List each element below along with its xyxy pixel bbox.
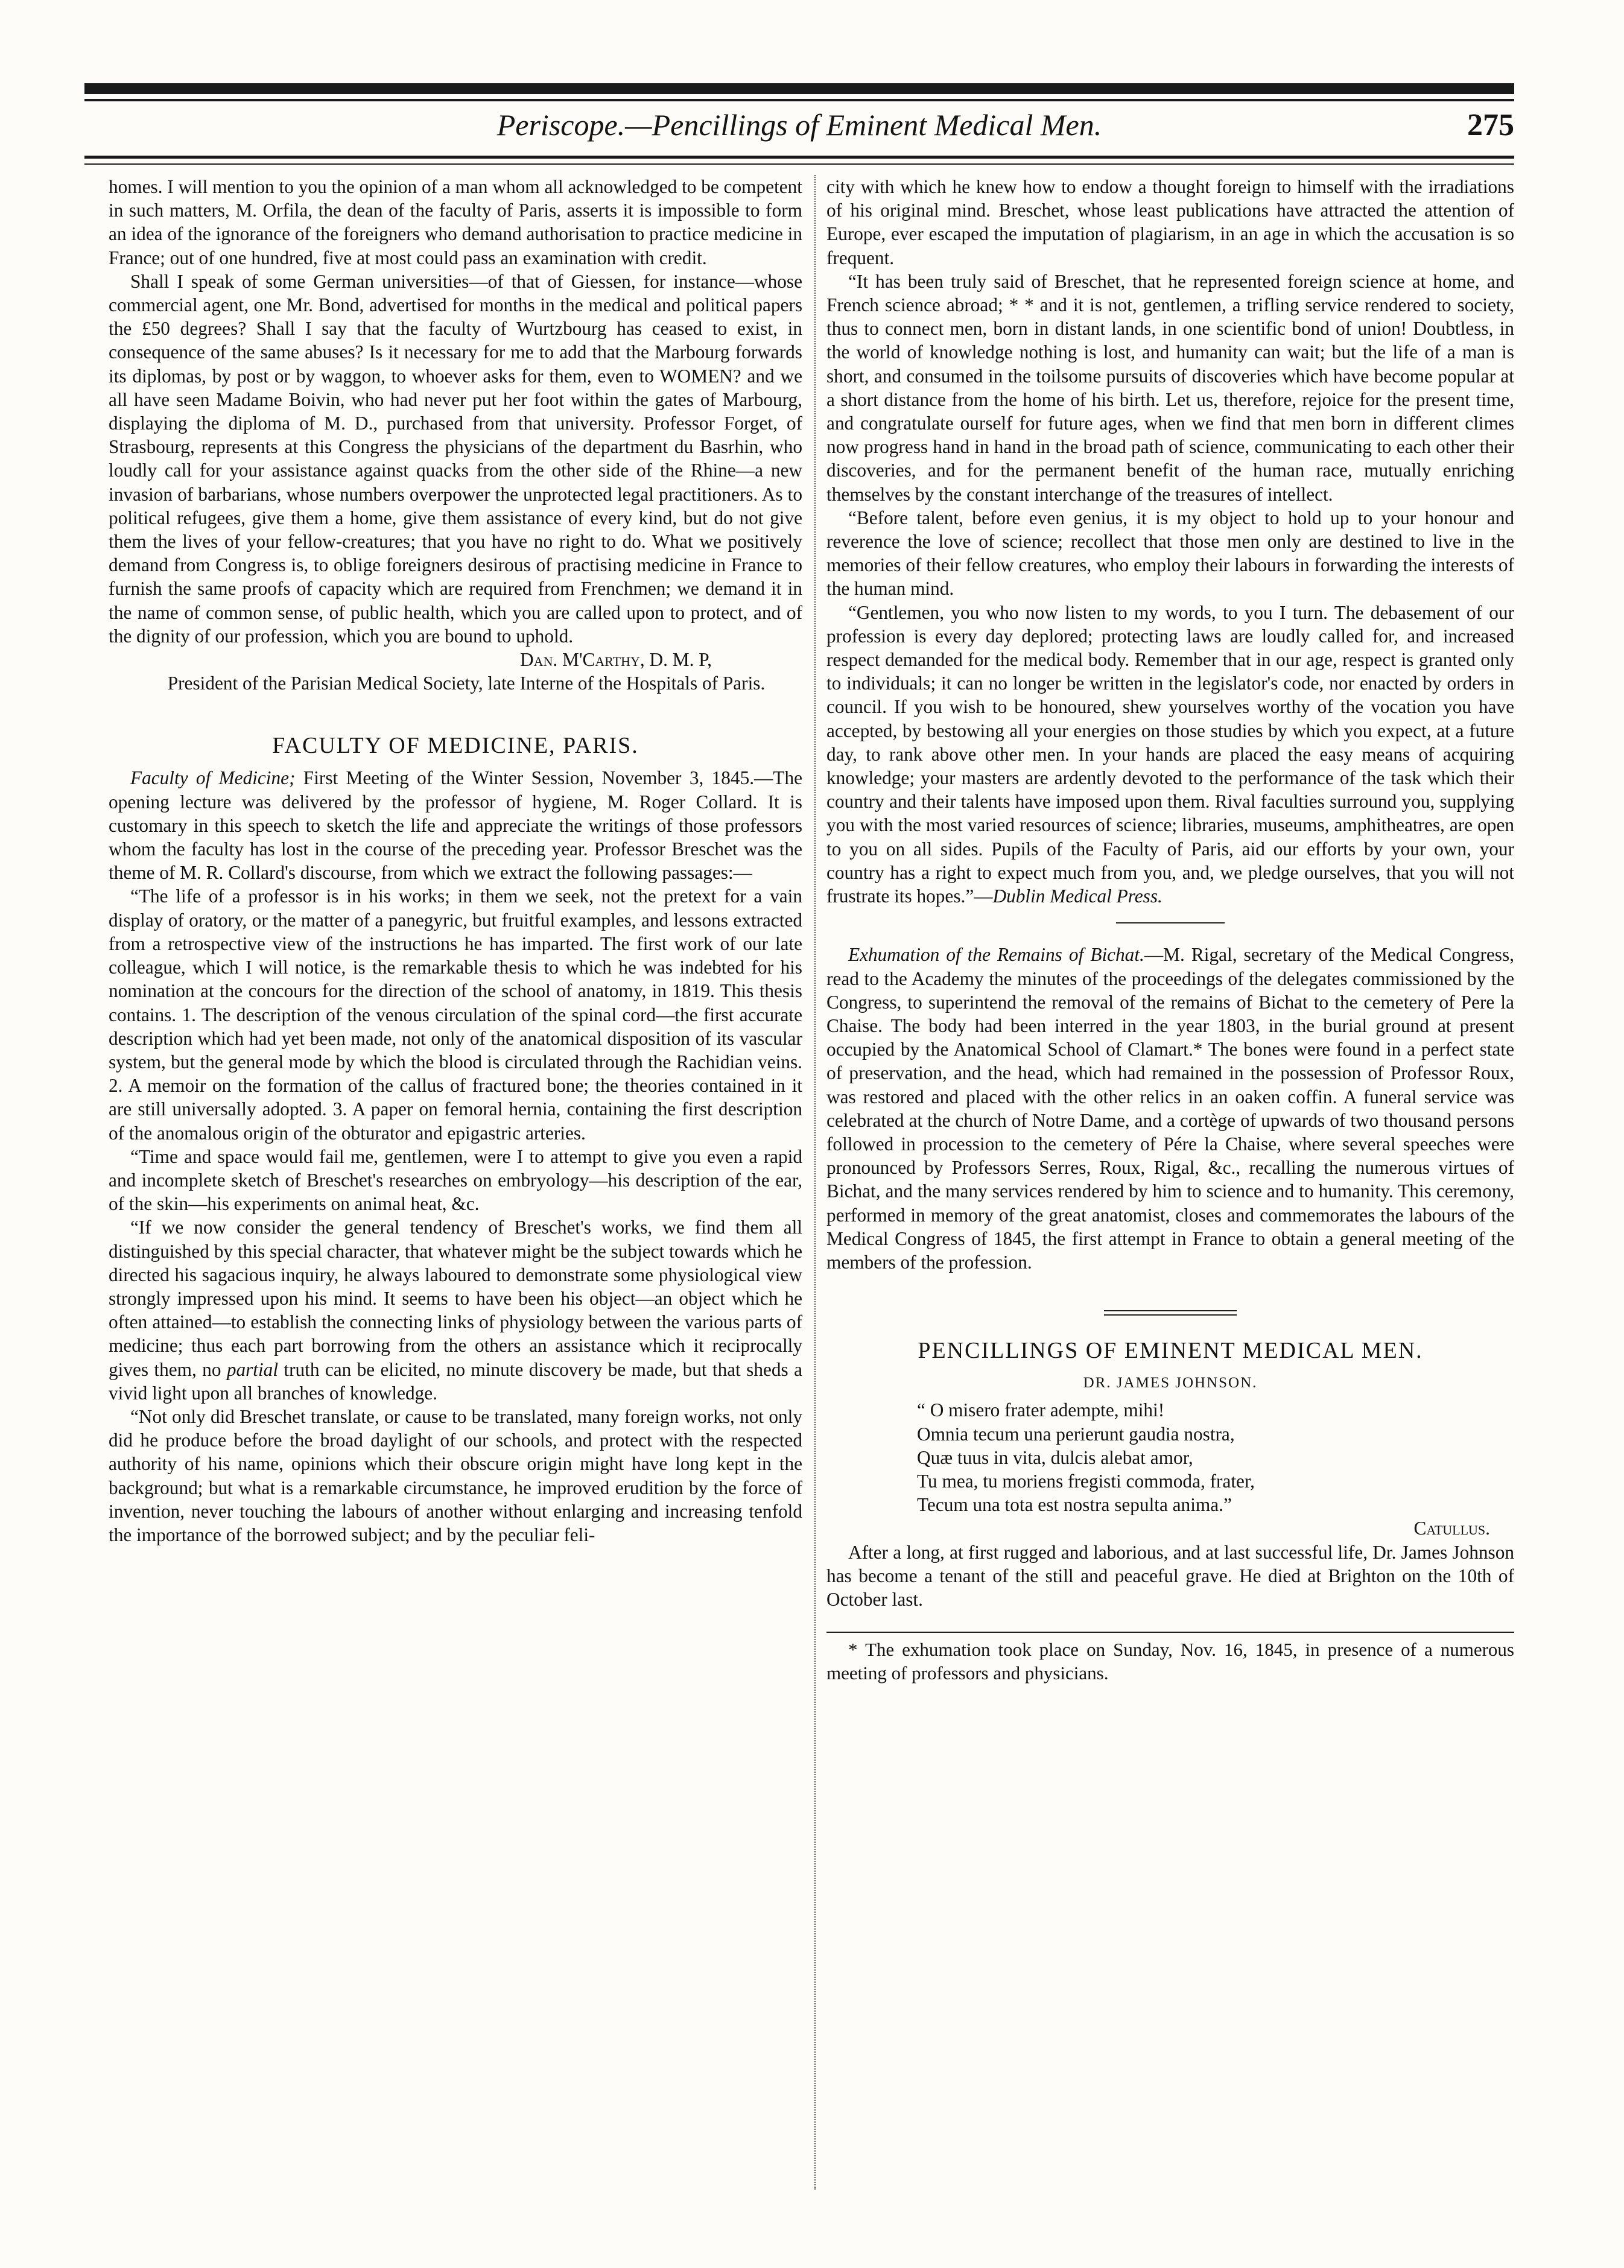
paragraph (109, 766, 802, 884)
section-heading: PENCILLINGS OF EMINENT MEDICAL MEN. (918, 1338, 1423, 1364)
paragraph (109, 1215, 802, 1405)
paragraph-text: “If we now consider the general tendency of Breschet's works, we find them all distinguished by this special character, that whatever might be the subject towards which he directed his sagacious inquiry, he always laboured to demonstrate some physiological view strongly impressed upon his mind. It seems to have been his object—an object which he often attained—to establish the connecting links of physiology between the various parts of medicine; thus each part borrowing from the others an assistance which it reciprocally gives them, no (109, 1217, 802, 1380)
paragraph: “The life of a professor is in his works; in them we seek, not the pretext for a vain display of oratory, or the matter of a panegyric, but fruitful examples, and lessons extracted from a retrospective view of the instructions he has imparted. The first work of our late colleague, which I will notice, is the remarkable thesis to which he was indebted for his nomination at the concours for the direction of the school of anatomy, in 1819. This thesis contains. 1. The description of the venous circulation of the spinal cord—the first accurate description which had yet been made, not only of the anatomical disposition of its vascular system, but the general mode by which the blood is circulated through the Rachidian veins. 2. A memoir on the formation of the callus of fractured bone; the theories contained in it are still universally adopted. 3. A paper on femoral hernia, containing the first description of the anomalous origin of the obturator and epigastric arteries. (109, 885, 802, 1144)
section-divider-double (1104, 1310, 1237, 1316)
column-separator (814, 175, 817, 2190)
paragraph-text: First Meeting of the Winter Session, November 3, 1845.—The opening lecture was delivered by the professor of hygiene, M. Roger Collard. It is customary in this speech to sketch the life and appreciate the writings of those professors whom the faculty has lost in the course of the preceding year. Professor Breschet was the theme of M. R. Collard's discourse, from which we extract the following passages:— (109, 767, 802, 884)
left-column (109, 175, 802, 1547)
footnote-rule (826, 1632, 1514, 1633)
page-number: 275 (1467, 108, 1514, 142)
lead-in: Exhumation of the Remains of Bichat. (848, 944, 1144, 966)
verse-attribution: Catullus. (1413, 1518, 1490, 1539)
emphasis: partial (226, 1358, 279, 1380)
source-citation: Dublin Medical Press. (992, 885, 1162, 907)
subheading: DR. JAMES JOHNSON. (1083, 1375, 1258, 1392)
lead-in: Faculty of Medicine; (130, 767, 296, 789)
paragraph-text: “Gentlemen, you who now listen to my words, to you I turn. The debasement of our profession is every day deplored; protecting laws are loudly called for, and increased respect demanded for the medical body. Remember that in our age, respect is granted only to individuals; it can no longer be written in the legislator's code, nor enacted by orders in council. If you wish to be honoured, shew yourselves worthy of the vocation you have accepted, by bestowing all your energies on those studies by which you expect, at a future day, to rank above other men. In your hands are placed the easy means of acquiring knowledge; your masters are ardently devoted to the performance of the task which their country and their talents have imposed upon them. Rival faculties surround you, supplying you with the most varied resources of science; libraries, museums, amphitheatres, are open to you on all sides. Pupils of the Faculty of Paris, aid our efforts by your own, your country has a right to expect much from you, and, we pledge ourselves, that you will not frustrate its hopes.”— (826, 601, 1514, 907)
paragraph: homes. I will mention to you the opinion of a man whom all acknowledged to be competent in such matters, M. Orfila, the dean of the faculty of Paris, asserts it is impossible to form an idea of the ignorance of the foreigners who demand authorisation to practice medicine in France; out of one hundred, five at most could pass an examination with credit. (109, 176, 802, 268)
paragraph: city with which he knew how to endow a thought foreign to himself with the irradiations of his original mind. Breschet, whose least publications have attracted the attention of Europe, ever escaped the imputation of plagiarism, in an age in which the accusation is so frequent. (826, 176, 1514, 268)
header-rule-thin (84, 99, 1514, 101)
header-rule-bottom-thin (84, 163, 1514, 165)
verse-line: Quæ tuus in vita, dulcis alebat amor, (917, 1446, 1193, 1468)
header-rule-thick (84, 83, 1514, 94)
verse-line: “ O misero frater adempte, mihi! (917, 1399, 1165, 1421)
paragraph: “Time and space would fail me, gentlemen, were I to attempt to give you even a rapid and incomplete sketch of Breschet's researches on embryology—his description of the ear, of the skin—his experiments on animal heat, &c. (109, 1145, 802, 1215)
paragraph (826, 601, 1514, 908)
paragraph-text: truth can be elicited, no minute discovery be made, but that sheds a vivid light upon all branches of knowledge. (109, 1358, 802, 1404)
paragraph: Shall I speak of some German universities—of that of Giessen, for instance—whose commercial agent, one Mr. Bond, advertised for months in the medical and political papers the £50 degrees? Shall I say that the faculty of Wurtzbourg has ceased to exist, in consequence of the same abuses? Is it necessary for me to add that the Marbourg forwards its diplomas, by post or by waggon, to whoever asks for them, even to WOMEN? and we all have seen Madame Boivin, who had never put her foot within the gates of Marbourg, displaying the diploma of M. D., purchased from that university. Professor Forget, of Strasbourg, represents at this Congress the physicians of the department du Basrhin, who loudly call for your assistance against quacks from the other side of the Rhine—a new invasion of barbarians, whose numbers overpower the unprotected legal practitioners. As to political refugees, give them a home, give them assistance of every kind, but do not give them the lives of your fellow-creatures; that you have no right to do. What we positively demand from Congress is, to oblige foreigners desirous of practising medicine in France to furnish the same proofs of capacity which are required from Frenchmen; we demand it in the name of common sense, of public health, which you are called upon to protect, and of the dignity of our profession, which you are bound to uphold. (109, 270, 802, 647)
verse-line: Tu mea, tu moriens fregisti commoda, frater, (917, 1470, 1255, 1492)
verse-line: Omnia tecum una perierunt gaudia nostra, (917, 1423, 1235, 1445)
right-column (826, 175, 1514, 1685)
running-header (84, 107, 1514, 150)
header-rule-bottom (84, 156, 1514, 159)
paragraph: “Before talent, before even genius, it is my object to hold up to your honour and reverence the love of science; recollect that those men only are destined to live in the memories of their fellow creatures, who employ their labours in forwarding the interests of the human mind. (826, 507, 1514, 600)
section-divider (1116, 922, 1225, 923)
verse-line: Tecum una tota est nostra sepulta anima.” (917, 1494, 1232, 1516)
paragraph-text: —M. Rigal, secretary of the Medical Congress, read to the Academy the minutes of the proceedings of the delegates commissioned by the Congress, to superintend the removal of the remains of Bichat to the cemetery of Pere la Chaise. The body had been interred in the year 1803, in the burial ground at present occupied by the Anatomical School of Clamart.* The bones were found in a perfect state of preservation, and the head, which had remained in the possession of Professor Roux, was restored and placed with the other relics in an oaken coffin. A funeral service was celebrated at the church of Notre Dame, and a cortège of upwards of two thousand persons followed in procession to the cemetery of Pére la Chaise, where several speeches were pronounced by Professors Serres, Roux, Rigal, &c., recalling the numerous virtues of Bichat, and the many services rendered by him to science and to humanity. This ceremony, performed in memory of the great anatomist, closes and commemorates the labours of the Medical Congress of 1845, the first attempt in France to obtain a general meeting of the members of the profession. (826, 944, 1514, 1273)
running-title: Periscope.—Pencillings of Eminent Medical Men. (496, 108, 1102, 142)
section-heading: FACULTY OF MEDICINE, PARIS. (272, 733, 639, 759)
signature: Dan. M'Carthy, D. M. P, (520, 649, 712, 671)
paragraph (826, 943, 1514, 1274)
signature-role: President of the Parisian Medical Society, late Interne of the Hospitals of Paris. (167, 673, 766, 694)
paragraph: “It has been truly said of Breschet, that he represented foreign science at home, and French science abroad; * * and it is not, gentlemen, a trifling service rendered to society, thus to connect men, born in distant lands, in one scientific bond of union! Doubtless, in the world of knowledge nothing is lost, and humanity can wait; but the life of a man is short, and consumed in the toilsome pursuits of discoveries which have become popular at a short distance from the home of his birth. Let us, therefore, rejoice for the present time, and congratulate ourself for future ages, when we find that men born in different climes now progress hand in hand in the broad path of science, communicating to each other their discoveries, and for the permanent benefit of the human race, mutually enriching themselves by the constant interchange of the treasures of intellect. (826, 270, 1514, 505)
paragraph: After a long, at first rugged and laborious, and at last successful life, Dr. James Johnson has become a tenant of the still and peaceful grave. He died at Brighton on the 10th of October last. (826, 1541, 1514, 1610)
paragraph: “Not only did Breschet translate, or cause to be translated, many foreign works, not only did he produce before the broad daylight of our schools, and protect with the respected authority of his name, opinions which their obscure origin might have long kept in the background; but what is a remarkable circumstance, he improved erudition by the force of invention, never touching the labours of another without enlarging and increasing tenfold the importance of the borrowed subject; and by the peculiar feli- (109, 1405, 802, 1545)
footnote: * The exhumation took place on Sunday, Nov. 16, 1845, in presence of a numerous meeting of professors and physicians. (826, 1639, 1514, 1684)
